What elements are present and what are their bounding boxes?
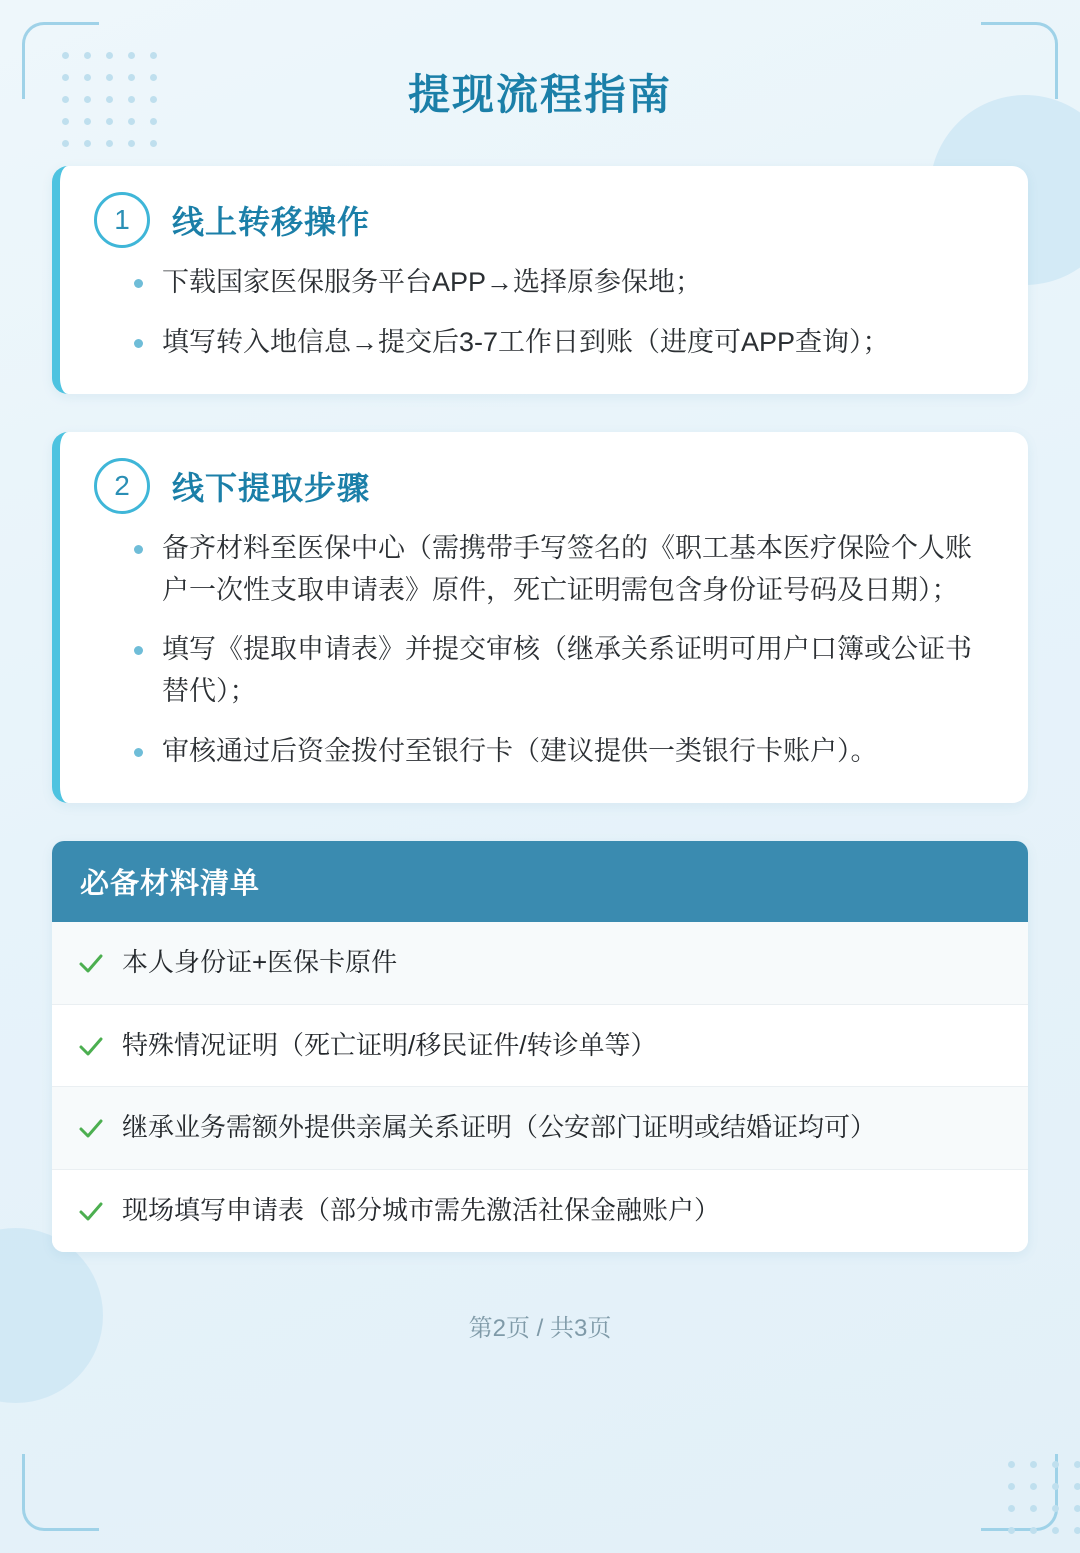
check-icon — [76, 1031, 106, 1061]
list-item — [52, 1170, 1028, 1252]
checklist-item-label: 现场填写申请表（部分城市需先激活社保金融账户） — [122, 1194, 721, 1225]
step-2-header — [94, 458, 994, 514]
list-item — [52, 1005, 1028, 1088]
list-item: 备齐材料至医保中心（需携带手写签名的《职工基本医疗保险个人账户一次性支取申请表》原件，死亡证明需包含身份证号码及日期）； — [120, 528, 994, 612]
step-2-number-badge: 2 — [94, 458, 150, 514]
page-footer-pagination: 第2页 / 共3页 — [468, 1314, 612, 1342]
step-1-list — [94, 262, 994, 364]
check-icon — [76, 1113, 106, 1143]
checklist-title: 必备材料清单 — [52, 841, 1028, 922]
list-item: 审核通过后资金拨付至银行卡（建议提供一类银行卡账户）。 — [120, 731, 994, 773]
list-item — [52, 922, 1028, 1005]
step-1-title: 线上转移操作 — [172, 204, 371, 240]
check-icon — [76, 948, 106, 978]
step-1-header — [94, 192, 994, 248]
step-1-number-badge: 1 — [94, 192, 150, 248]
list-item: 填写转入地信息→提交后3-7工作日到账（进度可APP查询）； — [120, 322, 994, 364]
check-icon — [76, 1196, 106, 1226]
step-card-1 — [52, 166, 1028, 394]
list-item: 填写《提取申请表》并提交审核（继承关系证明可用户口簿或公证书替代）； — [120, 629, 994, 713]
step-2-title: 线下提取步骤 — [172, 469, 371, 506]
list-item: 下载国家医保服务平台APP→选择原参保地； — [120, 262, 994, 304]
checklist-item-label: 本人身份证+医保卡原件 — [122, 946, 398, 977]
list-item — [52, 1087, 1028, 1170]
step-2-list — [94, 528, 994, 773]
corner-bracket-bottom-left — [22, 1454, 99, 1531]
materials-checklist — [52, 841, 1028, 1252]
checklist-item-label: 特殊情况证明（死亡证明/移民证件/转诊单等） — [122, 1029, 657, 1060]
page-title: 提现流程指南 — [407, 71, 672, 118]
checklist-item-label: 继承业务需额外提供亲属关系证明（公安部门证明或结婚证均可） — [122, 1112, 877, 1143]
corner-bracket-bottom-right — [981, 1454, 1058, 1531]
step-card-2 — [52, 432, 1028, 803]
